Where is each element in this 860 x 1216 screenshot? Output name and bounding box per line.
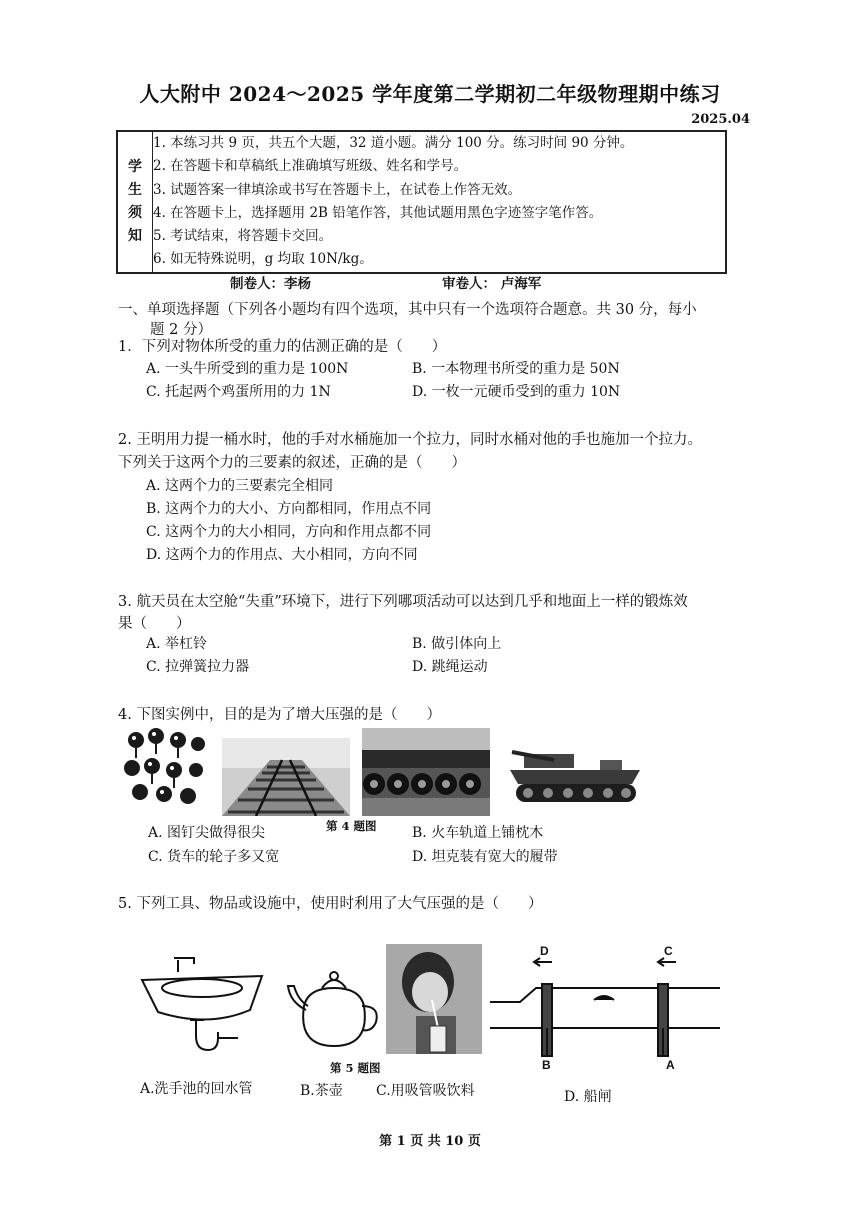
tank-photo bbox=[504, 734, 644, 812]
q2-option-c: C. 这两个力的大小相同，方向和作用点都不同 bbox=[146, 524, 432, 540]
q4-option-d: D. 坦克装有宽大的履带 bbox=[412, 849, 558, 865]
q3-option-b: B. 做引体向上 bbox=[412, 636, 502, 652]
notice-side-label: 学 生 须 知 bbox=[117, 131, 153, 273]
teapot-drawing bbox=[284, 966, 384, 1052]
q3-option-d: D. 跳绳运动 bbox=[412, 659, 488, 675]
page-number: 第 1 页 共 10 页 bbox=[379, 1134, 481, 1149]
q4-option-a: A. 图钉尖做得很尖 bbox=[148, 825, 266, 841]
notice-rule: 4. 在答题卡上，选择题用 2B 铅笔作答，其他试题用黑色字迹签字笔作答。 bbox=[153, 204, 603, 221]
figure-5-caption: 第 5 题图 bbox=[330, 1061, 381, 1075]
section-heading: 一、单项选择题（下列各小题均有四个选项，其中只有一个选项符合题意。共 30 分，每小 bbox=[118, 302, 697, 318]
q1-option-d: D. 一枚一元硬币受到的重力 10N bbox=[412, 384, 621, 400]
q1-option-c: C. 托起两个鸡蛋所用的力 1N bbox=[146, 384, 331, 400]
notice-rules bbox=[153, 131, 727, 273]
q5-option-b: B.茶壶 bbox=[300, 1083, 343, 1099]
q5-option-a: A.洗手池的回水管 bbox=[140, 1081, 253, 1097]
question-2-stem: 2. 王明用力提一桶水时，他的手对水桶施加一个拉力，同时水桶对他的手也施加一个拉力。 bbox=[118, 432, 702, 448]
question-3-stem: 3. 航天员在太空舱“失重”环境下，进行下列哪项活动可以达到几乎和地面上一样的锻炼效 bbox=[118, 594, 688, 610]
exam-reviewer: 审卷人： 卢海军 bbox=[442, 276, 542, 292]
ship-lock-diagram bbox=[490, 944, 720, 1074]
q2-option-b: B. 这两个力的大小、方向都相同，作用点不同 bbox=[146, 501, 432, 517]
question-2-stem-cont: 下列关于这两个力的三要素的叙述，正确的是（ ） bbox=[118, 455, 466, 471]
thumbtack-photo bbox=[122, 726, 212, 810]
truck-wheels-photo bbox=[362, 728, 490, 816]
q5-option-d: D. 船闸 bbox=[564, 1089, 612, 1105]
lock-label-d: D bbox=[540, 944, 549, 958]
question-1-stem: 1．下列对物体所受的重力的估测正确的是（ ） bbox=[118, 339, 447, 355]
section-heading-cont: 题 2 分） bbox=[150, 322, 212, 338]
q4-option-c: C. 货车的轮子多又宽 bbox=[148, 849, 280, 865]
q4-option-b: B. 火车轨道上铺枕木 bbox=[412, 825, 544, 841]
exam-author: 制卷人：李杨 bbox=[230, 276, 311, 292]
q2-option-d: D. 这两个力的作用点、大小相同，方向不同 bbox=[146, 547, 418, 563]
lock-label-a: A bbox=[666, 1058, 675, 1072]
drinking-straw-photo bbox=[386, 944, 482, 1054]
railway-track-photo bbox=[222, 738, 350, 816]
q2-option-a: A. 这两个力的三要素完全相同 bbox=[146, 478, 334, 494]
q3-option-c: C. 拉弹簧拉力器 bbox=[146, 659, 250, 675]
q3-option-a: A. 举杠铃 bbox=[146, 636, 208, 652]
figure-4-caption: 第 4 题图 bbox=[326, 819, 377, 833]
q5-option-c: C.用吸管吸饮料 bbox=[376, 1083, 475, 1099]
notice-rule: 3. 试题答案一律填涂或书写在答题卡上，在试卷上作答无效。 bbox=[153, 181, 522, 198]
notice-rule: 5. 考试结束，将答题卡交回。 bbox=[153, 228, 333, 245]
notice-rule: 1. 本练习共 9 页，共五个大题，32 道小题。满分 100 分。练习时间 90 分钟。 bbox=[153, 135, 634, 151]
student-notice-table bbox=[116, 130, 727, 274]
lock-label-c: C bbox=[664, 944, 673, 958]
exam-title: 人大附中 2024～2025 学年度第二学期初二年级物理期中练习 bbox=[139, 82, 721, 106]
q1-option-b: B. 一本物理书所受的重力是 50N bbox=[412, 361, 620, 377]
notice-rule: 2. 在答题卡和草稿纸上准确填写班级、姓名和学号。 bbox=[153, 158, 468, 175]
question-5-stem: 5. 下列工具、物品或设施中，使用时利用了大气压强的是（ ） bbox=[118, 896, 543, 912]
lock-label-b: B bbox=[542, 1058, 551, 1072]
question-4-stem: 4. 下图实例中，目的是为了增大压强的是（ ） bbox=[118, 707, 441, 723]
notice-rule: 6. 如无特殊说明，g 均取 10N/kg。 bbox=[153, 251, 373, 268]
exam-date: 2025.04 bbox=[691, 112, 750, 127]
q1-option-a: A. 一头牛所受到的重力是 100N bbox=[146, 361, 349, 377]
sink-drawing bbox=[138, 950, 268, 1062]
question-3-stem-cont: 果（ ） bbox=[118, 616, 191, 632]
